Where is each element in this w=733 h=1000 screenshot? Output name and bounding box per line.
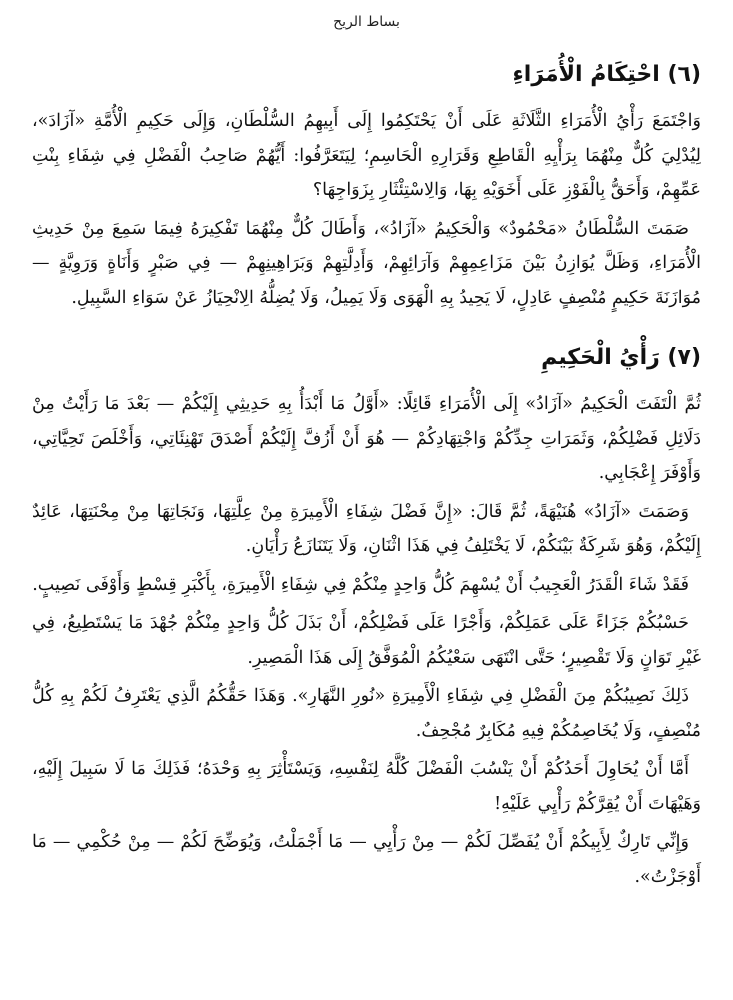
section-title: (٦) احْتِكَامُ الْأُمَرَاءِ [512,62,701,87]
section-6 [32,58,701,315]
paragraph: ذَلِكَ نَصِيبُكُمْ مِنَ الْفَضْلِ فِي شِفَاءِ الْأَمِيرَةِ «نُورِ النَّهَارِ». وَهَذَا حَقُّكُمُ الَّذِي يَعْتَرِفُ لَكُمْ بِهِ كُلُّ مُنْصِفٍ، وَلَا يُخَاصِمُكُمْ فِيهِ مُكَابِرٌ مُجْحِفٌ. [32,686,701,741]
paragraph: ثُمَّ الْتَفَتَ الْحَكِيمُ «آزَادُ» إِلَى الْأُمَرَاءِ قَائِلًا: «أَوَّلُ مَا أَبْدَأُ بِهِ حَدِيثِي إِلَيْكُمْ — بَعْدَ مَا رَأَيْتُ مِنْ دَلَائِلِ فَضْلِكُمْ، وَثَمَرَاتِ جِدِّكُمْ وَاجْتِهَادِكُمْ — هُوَ أَنْ أَزُفَّ إِلَيْكُمْ أَصْدَقَ تَهْنِئَاتِي، وَأَخْلَصَ تَحِيَّاتِي، وَأَوْفَرَ إِعْجَابِي. [32,394,701,483]
paragraph: وَاجْتَمَعَ رَأْيُ الْأُمَرَاءِ الثَّلَاثَةِ عَلَى أَنْ يَحْتَكِمُوا إِلَى أَبِيهِمُ السُّلْطَانِ، وَإِلَى حَكِيمِ الْأُمَّةِ «آزَادَ»، لِيُدْلِيَ كُلٌّ مِنْهُمَا بِرَأْيِهِ الْقَاطِعِ وَقَرَارِهِ الْحَاسِمِ؛ لِيَتَعَرَّفُوا: أَيُّهُمْ صَاحِبُ الْفَضْلِ فِي شِفَاءِ بِنْتِ عَمِّهِمْ، وَأَحَقُّ بِالْفَوْزِ عَلَى أَخَوَيْهِ بِهَا، وَالِاسْتِئْثَارِ بِزَوَاجِهَا؟ [32,111,701,200]
section-7 [32,341,701,894]
paragraph: وَإِنِّي تَارِكٌ لِأَبِيكُمْ أَنْ يُفَصِّلَ لَكُمْ — مِنْ رَأْيِي — مَا أَجْمَلْتُ، وَيُوَضِّحَ لَكُمْ — مِنْ حُكْمِي — مَا أَوْجَزْتُ». [32,832,701,887]
paragraph: حَسْبُكُمْ جَزَاءً عَلَى عَمَلِكُمْ، وَأَجْرًا عَلَى فَضْلِكُمْ، أَنْ بَذَلَ كُلُّ وَاحِدٍ مِنْكُمْ جُهْدَ مَا يَسْتَطِيعُ، فِي غَيْرِ تَوَانٍ وَلَا تَقْصِيرٍ؛ حَتَّى انْتَهَى سَعْيُكُمُ الْمُوَفَّقُ إِلَى هَذَا الْمَصِيرِ. [32,613,701,668]
paragraph: صَمَتَ السُّلْطَانُ «مَحْمُودٌ» وَالْحَكِيمُ «آزَادُ»، وَأَطَالَ كُلٌّ مِنْهُمَا تَفْكِيرَهُ فِيمَا سَمِعَ مِنْ حَدِيثِ الْأُمَرَاءِ، وَظَلَّ يُوَازِنُ بَيْنَ مَزَاعِمِهِمْ وَآرَائِهِمْ، وَأَدِلَّتِهِمْ وَبَرَاهِينِهِمْ — فِي صَبْرٍ وَأَنَاةٍ وَرَوِيَّةٍ — مُوَازَنَةَ حَكِيمٍ مُنْصِفٍ عَادِلٍ، لَا يَحِيدُ بِهِ الْهَوَى وَلَا يَمِيلُ، وَلَا يُضِلُّهُ الِانْحِيَازُ عَنْ سَوَاءِ السَّبِيلِ. [32,218,701,308]
paragraph: وَصَمَتَ «آزَادُ» هُنَيْهَةً، ثُمَّ قَالَ: «إِنَّ فَضْلَ شِفَاءِ الْأَمِيرَةِ مِنْ عِلَّتِهَا، وَنَجَاتِهَا مِنْ مِحْنَتِهَا، عَائِدٌ إِلَيْكُمْ، وَهُوَ شَرِكَةٌ بَيْنَكُمْ، لَا يَخْتَلِفُ فِي هَذَا اثْنَانِ، وَلَا يَتَنَازَعُ رَأْيَانِ. [32,501,701,556]
paragraph: أَمَّا أَنْ يُحَاوِلَ أَحَدُكُمْ أَنْ يَنْسُبَ الْفَضْلَ كُلَّهُ لِنَفْسِهِ، وَيَسْتَأْثِرَ بِهِ وَحْدَهُ؛ فَذَلِكَ مَا لَا سَبِيلَ إِلَيْهِ، وَهَيْهَاتَ أَنْ يُقِرَّكُمْ رَأْيِي عَلَيْهِ! [32,759,701,814]
running-header: بساط الريح [333,14,400,30]
section-gap [32,319,701,341]
paragraph: فَقَدْ شَاءَ الْقَدَرُ الْعَجِيبُ أَنْ يُسْهِمَ كُلُّ وَاحِدٍ مِنْكُمْ فِي شِفَاءِ الْأَمِيرَةِ، بِأَكْبَرِ قِسْطٍ وَأَوْفَى نَصِيبٍ. [32,574,689,595]
section-title: (٧) رَأْيُ الْحَكِيمِ [541,345,701,370]
